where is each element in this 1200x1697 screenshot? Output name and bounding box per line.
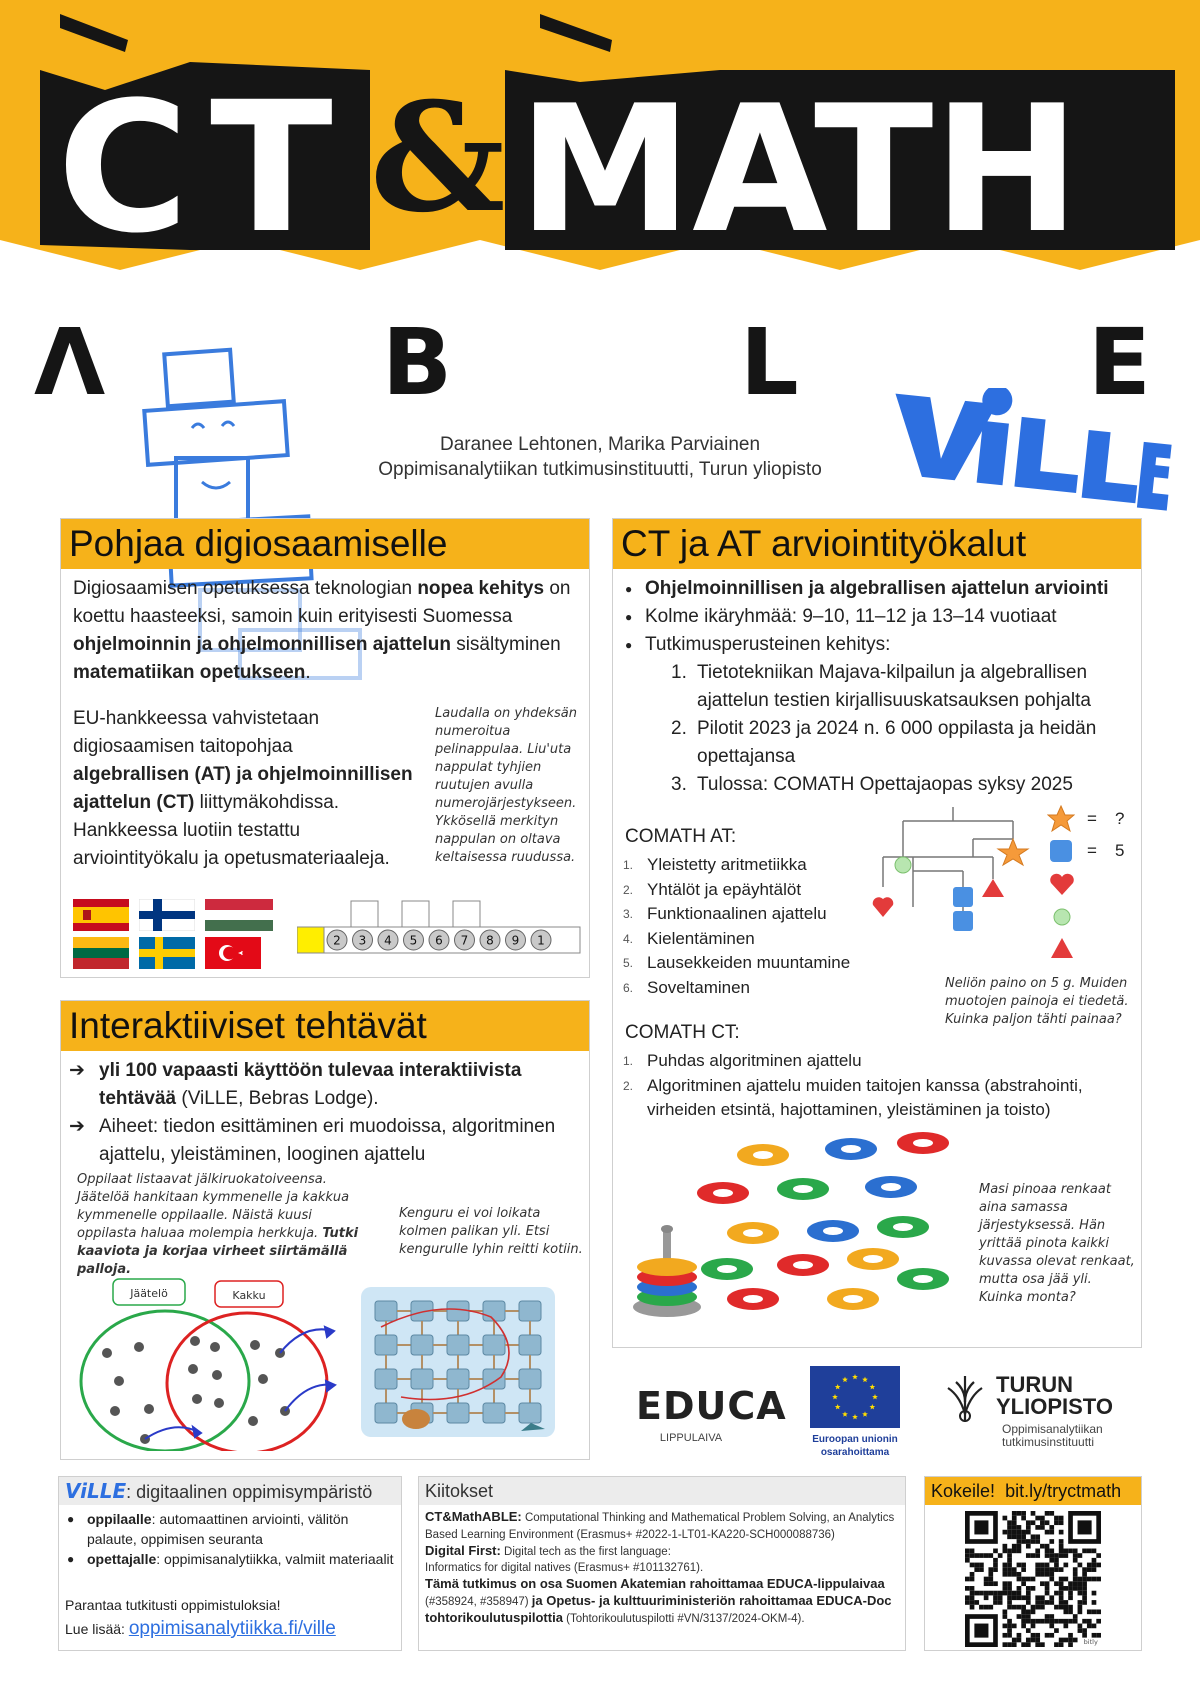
ville-info-box xyxy=(58,1476,402,1651)
thanks-box xyxy=(418,1476,906,1651)
numbered-item: 3. Tulossa: COMATH Opettajaopas syksy 2025 xyxy=(671,774,1073,795)
venn-caption: Oppilaat listaavat jälkiruokatoiveensa. Jäätelöä hankitaan kymmenelle ja kakkua kymmenelle oppilaalle. Näistä kuusi oppilasta haluaa molempia herkkuja. Tutki kaaviota ja korjaa virheet siirtämällä palloja. xyxy=(77,1172,359,1277)
puzzle-piece-number: 2 xyxy=(333,933,341,948)
qr-header: Kokeile! bit.ly/tryctmath xyxy=(925,1477,1141,1505)
svg-text:C: C xyxy=(57,64,190,273)
able-letter-a: Λ xyxy=(34,318,106,400)
able-letter-l: L xyxy=(740,318,799,400)
puzzle-piece-number: 8 xyxy=(486,933,494,948)
hanging-mobile-diagram xyxy=(863,807,1043,967)
grid-block xyxy=(447,1369,469,1389)
grid-block xyxy=(483,1403,505,1423)
svg-text:T: T xyxy=(210,64,333,273)
comath-at-title: COMATH AT: xyxy=(625,826,737,847)
svg-text:MATH: MATH xyxy=(518,69,1080,272)
svg-text:&: & xyxy=(370,70,506,246)
bullet-item: ● opettajalle: oppimisanalytiikka, valmiit materiaalit xyxy=(65,1549,395,1569)
grid-block xyxy=(447,1335,469,1355)
eu-flag-logo: Euroopan unionin osarahoittama xyxy=(808,1366,904,1464)
mobile-caption: Neliön paino on 5 g. Muiden muotojen painoja ei tiedetä. Kuinka paljon tähti painaa? xyxy=(945,976,1129,1027)
educa-logo: EDUCA LIPPULAIVA xyxy=(636,1384,787,1444)
numbered-item: 2. Pilotit 2023 ja 2024 n. 6 000 oppilasta ja heidän opettajansa xyxy=(671,718,1097,767)
ct-item: 1. Puhdas algoritminen ajattelu xyxy=(623,1051,862,1070)
panel-title: Pohjaa digiosaamiselle xyxy=(61,519,589,569)
turkey-flag xyxy=(205,937,261,969)
turun-yliopisto-logo: TURUN YLIOPISTO Oppimisanalytiikan tutkimusinstituutti xyxy=(942,1372,1152,1452)
thanks-body xyxy=(425,1509,901,1627)
grid-block xyxy=(375,1403,397,1423)
grid-block xyxy=(483,1335,505,1355)
heart-icon xyxy=(1049,873,1075,897)
at-item: 5. Lausekkeiden muuntamine xyxy=(623,953,851,972)
university-emblem xyxy=(942,1372,988,1428)
grid-block xyxy=(375,1301,397,1321)
bullet-item: ● oppilaalle: automaattinen arviointi, välitön palaute, oppimisen seuranta xyxy=(65,1509,395,1549)
at-item: 2. Yhtälöt ja epäyhtälöt xyxy=(623,879,802,899)
interactive-points xyxy=(69,1057,583,1169)
sweden-flag xyxy=(139,937,195,969)
ct-bullets xyxy=(623,575,1133,659)
puzzle-piece-number: 7 xyxy=(460,933,469,948)
puzzle-pieces xyxy=(327,930,551,950)
sliding-puzzle-board xyxy=(297,881,583,955)
panel-interactive xyxy=(60,1000,590,1460)
grid-block xyxy=(447,1301,469,1321)
authors-block xyxy=(300,432,900,482)
svg-text:Kakku: Kakku xyxy=(232,1289,266,1302)
puzzle-piece-number: 3 xyxy=(358,933,367,948)
grid-block xyxy=(519,1403,541,1423)
bullet-item: ● Tutkimusperusteinen kehitys: xyxy=(623,631,1133,659)
grid-block xyxy=(375,1369,397,1389)
grid-block xyxy=(519,1369,541,1389)
at-item: 6. Soveltaminen xyxy=(623,977,751,997)
comath-ct-title: COMATH CT: xyxy=(625,1022,740,1043)
digi-paragraph-1: Digiosaamisen opetuksessa teknologian nopea kehitys on koettu haasteeksi, samoin kuin erityisesti Suomessa ohjelmoinnin ja ohjelmonnillisen ajattelun sisältyminen matematiikan opetukseen. xyxy=(73,578,571,683)
mobile-legend: = ? = 5 xyxy=(1047,805,1137,965)
panel-title: CT ja AT arviointityökalut xyxy=(613,519,1141,569)
able-letter-b: B xyxy=(382,318,453,400)
kangaroo-grid-puzzle xyxy=(361,1287,555,1437)
grid-block xyxy=(447,1403,469,1423)
thanks-line: Digital First: Digital tech as the first language: xyxy=(425,1543,671,1558)
star-icon xyxy=(1047,805,1075,833)
lithuania-flag xyxy=(73,937,129,969)
kangaroo-caption: Kenguru ei voi loikata kolmen palikan yli. Etsi kengurulle lyhin reitti kotiin. xyxy=(399,1206,583,1257)
puzzle-piece-number: 1 xyxy=(537,933,545,948)
thanks-line: Tämä tutkimus on osa Suomen Akatemian rahoittamaa EDUCA-lippulaivaa (#358924, #358947) ja Opetus- ja kulttuuriministeriön rahoittamaa EDUCA-Doc tohtorikoulutuspilottia (Tohtorikoulutuspilotti #VN/3137/2024-OKM-4). xyxy=(425,1576,892,1625)
bullet-item: ● Kolme ikäryhmää: 9–10, 11–12 ja 13–14 vuotiaat xyxy=(623,603,1133,631)
grid-block xyxy=(411,1369,433,1389)
venn-diagram xyxy=(75,1271,345,1451)
grid-block xyxy=(411,1335,433,1355)
ville-read-more: Lue lisää: oppimisanalytiikka.fi/ville xyxy=(65,1618,336,1639)
puzzle-piece-number: 9 xyxy=(511,933,520,948)
ville-info-list xyxy=(65,1509,395,1569)
eu-flag xyxy=(810,1366,900,1428)
triangle-icon xyxy=(1050,937,1074,959)
puzzle-piece-number: 5 xyxy=(409,933,418,948)
grid-block xyxy=(519,1335,541,1355)
panel-digiosaaminen xyxy=(60,518,590,978)
rings-caption: Masi pinoaa renkaat aina samassa järjestyksessä. Hän yrittää pinota kaikki kuvassa olevat renkaat, mutta osa jää yli. Kuinka monta? xyxy=(979,1182,1135,1305)
at-item: 1. Yleistetty aritmetiikka xyxy=(623,855,807,874)
hungary-flag xyxy=(205,899,273,931)
puzzle-piece-number: 4 xyxy=(384,933,392,948)
grid-block xyxy=(483,1301,505,1321)
grid-block xyxy=(519,1301,541,1321)
digi-paragraph-2: EU-hankkeessa vahvistetaan digiosaamisen taitopohjaa algebrallisen (AT) ja ohjelmoinnillisen ajattelun (CT) liittymäkohdissa. Hankkeessa luotiin testattu arviointityökalu ja opetusmateriaaleja. xyxy=(73,708,413,869)
header-banner xyxy=(0,0,1200,300)
arrow-item: ➔ Aiheet: tiedon esittäminen eri muodoissa, algoritminen ajattelu, yleistäminen, looginen ajattelu xyxy=(69,1116,556,1165)
circle-icon xyxy=(1052,907,1072,927)
puzzle-caption: Laudalla on yhdeksän numeroitua pelinappulaa. Liu'uta nappulat tyhjien ruutujen avulla numerojärjestykseen. Ykkösellä merkityn nappulan on oltava keltaisessa ruudussa. xyxy=(435,706,578,865)
ville-result: Parantaa tutkitusti oppimistuloksia! xyxy=(65,1597,281,1613)
ville-info-header: ViLLE: digitaalinen oppimisympäristö xyxy=(59,1477,401,1505)
at-item: 4. Kielentäminen xyxy=(623,928,755,948)
stacking-rings-illustration xyxy=(623,1129,953,1339)
thanks-line: Informatics for digital natives (Erasmus+ #101132761). xyxy=(425,1562,704,1574)
finland-flag xyxy=(139,899,195,931)
grid-block xyxy=(375,1335,397,1355)
thanks-header: Kiitokset xyxy=(419,1477,905,1505)
able-letter-e: E xyxy=(1088,318,1151,400)
qr-code[interactable] xyxy=(965,1511,1101,1647)
puzzle-piece-number: 6 xyxy=(435,933,443,948)
author-names: Daranee Lehtonen, Marika Parviainen xyxy=(439,434,761,455)
square-icon xyxy=(1049,839,1073,863)
arrow-item: ➔ yli 100 vapaasti käyttöön tulevaa interaktiivista tehtävää (ViLLE, Bebras Lodge). xyxy=(69,1060,522,1109)
ct-item: 2. Algoritminen ajattelu muiden taitojen kanssa (abstrahointi, virheiden etsintä, hajottaminen, yleistäminen ja toisto) xyxy=(623,1075,1083,1119)
numbered-item: 1. Tietotekniikan Majava-kilpailun ja algebrallisen ajattelun testien kirjallisuuskatsauksen pohjalta xyxy=(671,662,1091,711)
author-affiliation: Oppimisanalytiikan tutkimusinstituutti, Turun yliopisto xyxy=(378,459,822,480)
ville-link[interactable]: oppimisanalytiikka.fi/ville xyxy=(128,1618,336,1639)
at-item: 3. Funktionaalinen ajattelu xyxy=(623,904,827,923)
comath-at-list xyxy=(623,853,863,1000)
panel-title: Interaktiiviset tehtävät xyxy=(61,1001,589,1051)
svg-text:bitly: bitly xyxy=(1083,1638,1098,1647)
flags-grid xyxy=(73,899,263,969)
qr-box xyxy=(924,1476,1142,1651)
ct-numbered-list xyxy=(671,659,1133,799)
comath-ct-list xyxy=(623,1049,1133,1123)
ville-logo xyxy=(880,388,1180,518)
panel-ct-at xyxy=(612,518,1142,1348)
bullet-item: ● Ohjelmoinnillisen ja algebrallisen ajattelun arviointi xyxy=(623,575,1133,603)
thanks-line: CT&MathABLE: Computational Thinking and Mathematical Problem Solving, an Analytics Based Learning Environment (Erasmus+ #2022-1-LT01-KA220-SCH000088736) xyxy=(425,1509,895,1541)
spain-flag xyxy=(73,899,129,931)
svg-text:Jäätelö: Jäätelö xyxy=(130,1287,168,1300)
